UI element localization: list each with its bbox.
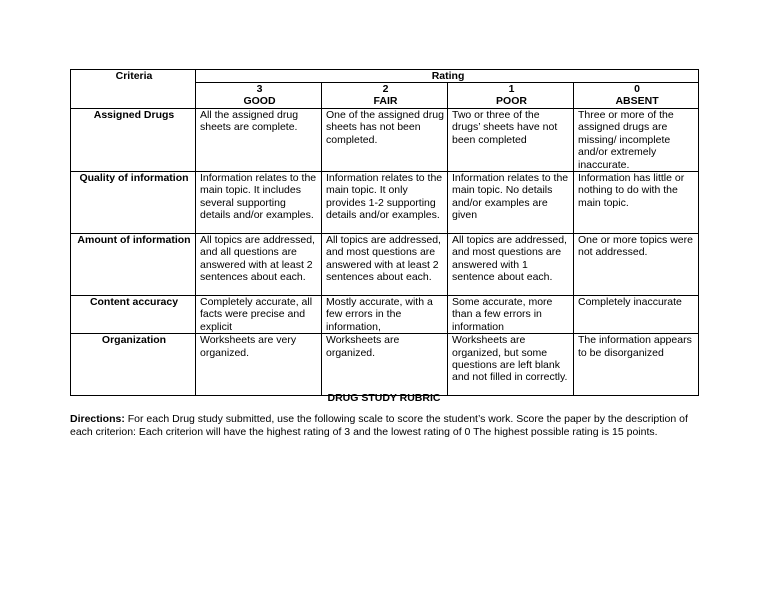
level-header-good — [196, 83, 322, 109]
level-score: 2 — [382, 83, 389, 95]
criteria-header: Criteria — [71, 70, 196, 109]
rating-cell-fair: Worksheets are organized. — [322, 334, 448, 396]
rubric-row-organization — [71, 334, 699, 396]
criterion-label: Content accuracy — [71, 296, 196, 334]
criterion-label: Organization — [71, 334, 196, 396]
directions-text: For each Drug study submitted, use the following scale to score the student’s work. Score the paper by the description of each criterion: Each criterion will have the highest rating of 3 and the lowest rating of 0 The highest possible rating is 15 points. — [70, 413, 688, 438]
rating-cell-poor: Worksheets are organized, but some questions are left blank and not filled in correctly. — [448, 334, 574, 396]
level-header-poor — [448, 83, 574, 109]
table-caption: DRUG STUDY RUBRIC — [327, 392, 441, 404]
level-label: POOR — [496, 95, 527, 108]
rating-cell-absent: Completely inaccurate — [574, 296, 699, 334]
rating-cell-poor: Two or three of the drugs’ sheets have not been completed — [448, 109, 574, 172]
level-score: 0 — [634, 83, 640, 95]
level-header-fair — [322, 83, 448, 109]
rating-cell-poor: Information relates to the main topic. No details and/or examples are given — [448, 172, 574, 234]
directions-paragraph — [70, 413, 700, 439]
rubric-row-assigned-drugs — [71, 109, 699, 172]
criterion-label: Quality of information — [71, 172, 196, 234]
rating-header: Rating — [196, 70, 699, 83]
criterion-label: Assigned Drugs — [71, 109, 196, 172]
criterion-label: Amount of information — [71, 234, 196, 296]
directions-label: Directions: — [70, 413, 125, 425]
level-label: FAIR — [373, 95, 398, 108]
rating-cell-fair: Information relates to the main topic. It only provides 1-2 supporting details and/or examples. — [322, 172, 448, 234]
rubric-row-quality — [71, 172, 699, 234]
level-label: ABSENT — [615, 95, 659, 108]
rating-cell-good: All the assigned drug sheets are complete. — [196, 109, 322, 172]
rating-cell-absent: One or more topics were not addressed. — [574, 234, 699, 296]
level-header-absent — [574, 83, 699, 109]
rubric-row-accuracy — [71, 296, 699, 334]
rubric-row-amount — [71, 234, 699, 296]
rating-cell-good: Worksheets are very organized. — [196, 334, 322, 396]
header-row — [71, 70, 699, 83]
level-score: 1 — [508, 83, 515, 95]
rating-cell-absent: Three or more of the assigned drugs are missing/ incomplete and/or extremely inaccurate. — [574, 109, 699, 172]
rating-cell-good: All topics are addressed, and all questions are answered with at least 2 sentences about each. — [196, 234, 322, 296]
rating-cell-poor: Some accurate, more than a few errors in information — [448, 296, 574, 334]
rating-cell-fair: One of the assigned drug sheets has not been completed. — [322, 109, 448, 172]
level-label: GOOD — [243, 95, 276, 108]
rating-cell-good: Information relates to the main topic. It includes several supporting details and/or examples. — [196, 172, 322, 234]
rating-cell-absent: The information appears to be disorganized — [574, 334, 699, 396]
rating-cell-fair: Mostly accurate, with a few errors in the information, — [322, 296, 448, 334]
rating-cell-good: Completely accurate, all facts were precise and explicit — [196, 296, 322, 334]
rubric-table — [70, 69, 699, 396]
rating-cell-poor: All topics are addressed, and most questions are answered with 1 sentence about each. — [448, 234, 574, 296]
rating-cell-fair: All topics are addressed, and most questions are answered with at least 2 sentences about each. — [322, 234, 448, 296]
level-score: 3 — [256, 83, 263, 95]
rating-cell-absent: Information has little or nothing to do with the main topic. — [574, 172, 699, 234]
